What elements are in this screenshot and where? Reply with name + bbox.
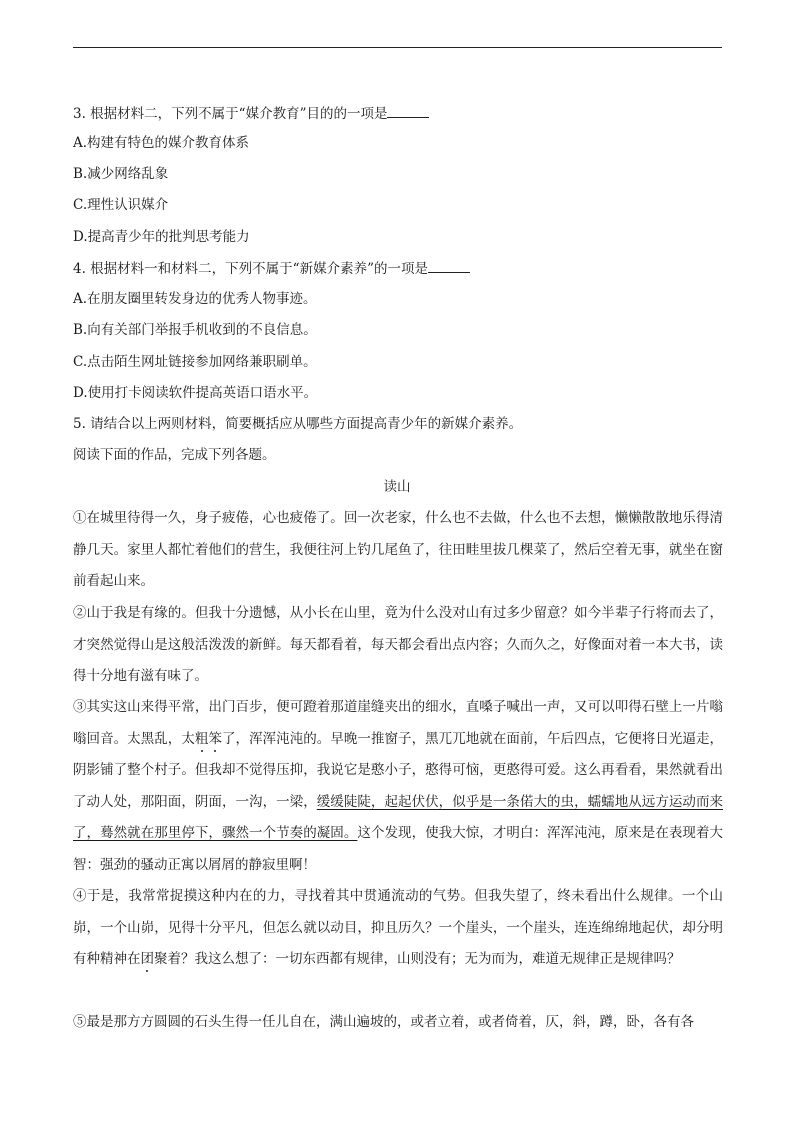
emphasis-dot-char: 粗	[194, 730, 209, 747]
question-4	[73, 258, 470, 279]
answer-blank	[387, 103, 429, 118]
q3-option-d: D.提高青少年的批判思考能力	[73, 229, 250, 245]
essay-title: 读山	[383, 479, 411, 495]
underlined-sentence: 缓缓陡陡，起起伏伏，似乎是一条偌大的虫，蠕蠕地从远方运动而来了，蓦然就在那里停下，骤然一个节奏的凝固。	[73, 793, 723, 842]
header-rule	[73, 47, 722, 48]
question-3	[73, 103, 429, 124]
essay-paragraph-2: ②山于我是有缘的。但我十分遗憾，从小长在山里，竟为什么没对山有过多少留意？如今半辈子行将而去了，才突然觉得山是这般活泼泼的新鲜。每天都看着，每天都会看出点内容；久而久之，好像面对着一本大书，读得十分地有滋有味了。	[73, 605, 723, 685]
q3-option-c: C.理性认识媒介	[73, 197, 169, 213]
essay-paragraph-4	[73, 881, 723, 976]
q4-option-b: B.向有关部门举报手机收到的不良信息。	[73, 322, 317, 338]
question-4-stem: 4. 根据材料一和材料二，下列不属于“新媒介素养”的一项是	[73, 261, 428, 277]
emphasis-dot-char: 笨	[208, 730, 222, 747]
reading-instruction: 阅读下面的作品，完成下列各题。	[73, 447, 276, 463]
answer-blank	[428, 258, 470, 273]
essay-paragraph-5: ⑤最是那方方圆圆的石头生得一任儿自在，满山遍坡的，或者立着，或者倚着，仄，斜，蹲，卧，各有各	[73, 1014, 694, 1030]
question-5: 5. 请结合以上两则材料，简要概括应从哪些方面提高青少年的新媒介素养。	[73, 416, 523, 432]
q4-option-d: D.使用打卡阅读软件提高英语口语水平。	[73, 385, 318, 401]
q4-option-c: C.点击陌生网址链接参加网络兼职刷单。	[73, 354, 317, 370]
essay-paragraph-1: ①在城里待得一久，身子疲倦，心也疲倦了。回一次老家，什么也不去做，什么也不去想，懒懒散散地乐得清静几天。家里人都忙着他们的营生，我便往河上钓几尾鱼了，往田畦里拔几棵菜了，然后空着无事，就坐在窗前看起山来。	[73, 510, 723, 590]
q4-option-a: A.在朋友圈里转发身边的优秀人物事迹。	[73, 291, 317, 307]
essay-paragraph-3	[73, 692, 723, 882]
question-3-stem: 3. 根据材料二，下列不属于“媒介教育”目的的一项是	[73, 106, 388, 122]
q3-option-a: A.构建有特色的媒介教育体系	[73, 135, 250, 151]
paragraph-4-text: 聚着？我这么想了：一切东西都有规律，山则没有；无为而为，难道无规律正是规律吗？	[154, 951, 681, 968]
paragraph-4-text: ④于是，我常常捉摸这种内在的力，寻找着其中贯通流动的气势。但我失望了，终未看出什么规律。一个山峁，一个山峁，见得十分平凡，但怎么就以动目，抑且历久？一个崖头，一个崖头，连连绵绵地起伏，却分明有种精神在	[73, 888, 723, 968]
emphasis-dot-char: 团	[140, 951, 154, 968]
paragraph-3-text: 了，浑浑沌沌的。早晚一推窗子，黑兀兀地就在面前，午后四点，它便将日光逼走，阴影铺了整个村子。但我却不觉得压抑，我说它是憨小子，憨得可恼，更憨得可爱。这么再看看，果然就看出了动人处，那阳面，阴面，一沟，一梁，	[73, 730, 724, 810]
paragraph-3-text: ③其实这山来得平常，出门百步，便可蹬着那道崖缝夹出的细水，直嗓子喊出一声，又可以叩得石壁上一片嗡嗡回音。太黑乱，太	[73, 699, 723, 747]
q3-option-b: B.减少网络乱象	[73, 166, 169, 182]
paragraph-3-text: 这个发现，使我大惊，才明白：浑浑沌沌，原来是在表现着大智：强劲的骚动正寓以屑屑的静寂里啊！	[73, 825, 724, 873]
